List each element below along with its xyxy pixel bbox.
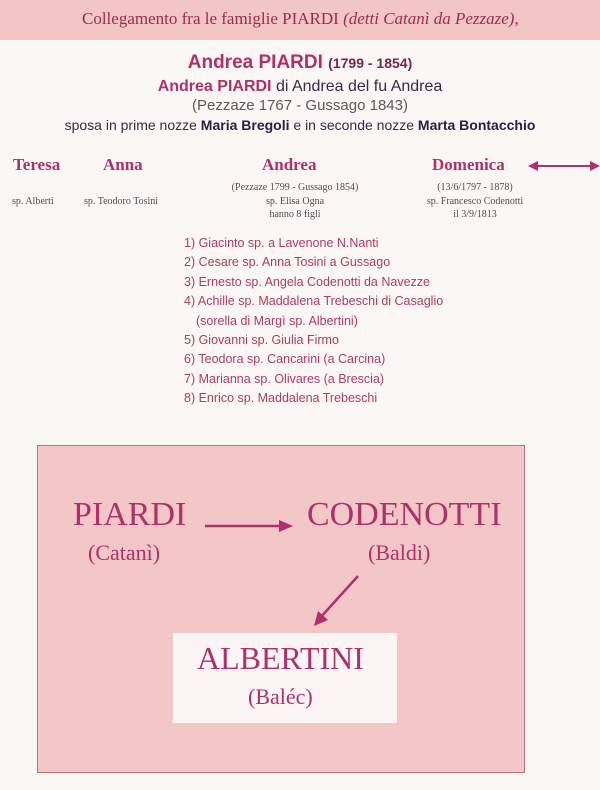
father-name: Andrea PIARDI: [157, 78, 272, 95]
child-domenica-dates: (13/6/1797 - 1878): [437, 182, 513, 193]
title-italic: (detti Catanì da Pezzaze): [343, 9, 515, 28]
marriage-text-2: e in seconde nozze: [289, 117, 418, 133]
father-line: [0, 78, 600, 96]
father-rest: di Andrea del fu Andrea: [271, 78, 443, 95]
child-domenica-spouse: sp. Francesco Codenotti: [426, 196, 524, 207]
arrow-down-left-icon: [310, 572, 362, 628]
page-title: [82, 9, 519, 29]
list-item: (sorella di Margì sp. Albertini): [196, 313, 358, 328]
child-domenica-date: il 3/9/1813: [453, 209, 497, 220]
family-albertini-nick: (Baléc): [248, 684, 313, 709]
child-andrea-spouse: sp. Elisa Ogna: [265, 196, 325, 207]
list-item: 7) Marianna sp. Olivares (a Brescia): [184, 371, 385, 386]
child-andrea-name: Andrea: [262, 155, 317, 174]
main-person: [0, 52, 600, 74]
double-arrow-icon: [528, 158, 600, 174]
wife-1: Maria Bregoli: [200, 117, 290, 133]
child-andrea-dates: (Pezzaze 1799 - Gussago 1854): [231, 182, 359, 193]
family-piardi-nick: (Catanì): [88, 540, 161, 565]
family-albertini: ALBERTINI: [197, 640, 364, 676]
child-andrea-children: hanno 8 figli: [269, 209, 321, 220]
main-person-name: Andrea PIARDI: [187, 52, 323, 73]
list-item: 6) Teodora sp. Cancarini (a Carcina): [184, 352, 386, 367]
main-person-years: (1799 - 1854): [328, 55, 413, 71]
list-item: 3) Ernesto sp. Angela Codenotti da Navezze: [184, 274, 430, 289]
list-item: 5) Giovanni sp. Giulia Firmo: [184, 332, 339, 347]
family-codenotti: CODENOTTI: [307, 496, 502, 533]
child-anna-name: Anna: [103, 155, 143, 174]
title-plain: Collegamento fra le famiglie PIARDI: [82, 9, 344, 28]
child-teresa-spouse: sp. Alberti: [12, 196, 54, 207]
child-anna-spouse: sp. Teodoro Tosini: [84, 196, 159, 207]
list-item: 4) Achille sp. Maddalena Trebeschi di Casaglio: [184, 294, 444, 309]
list-item: 8) Enrico sp. Maddalena Trebeschi: [184, 391, 378, 406]
list-item: 1) Giacinto sp. a Lavenone N.Nanti: [184, 236, 379, 250]
family-codenotti-nick: (Baldi): [368, 540, 431, 565]
arrow-right-icon: [205, 517, 293, 535]
wife-2: Marta Bontacchio: [417, 117, 536, 133]
sons-list: [184, 236, 443, 411]
family-piardi: PIARDI: [73, 496, 187, 533]
marriage-line: [0, 117, 600, 133]
family-diagram-box: [37, 445, 525, 773]
child-teresa-name: Teresa: [13, 155, 61, 174]
title-end: ,: [514, 9, 519, 28]
child-domenica-name: Domenica: [432, 155, 505, 174]
list-item: 2) Cesare sp. Anna Tosini a Gussago: [184, 255, 391, 270]
marriage-text-1: sposa in prime nozze: [64, 117, 201, 133]
header-band: [0, 0, 600, 40]
father-dates: (Pezzaze 1767 - Gussago 1843): [192, 97, 408, 114]
